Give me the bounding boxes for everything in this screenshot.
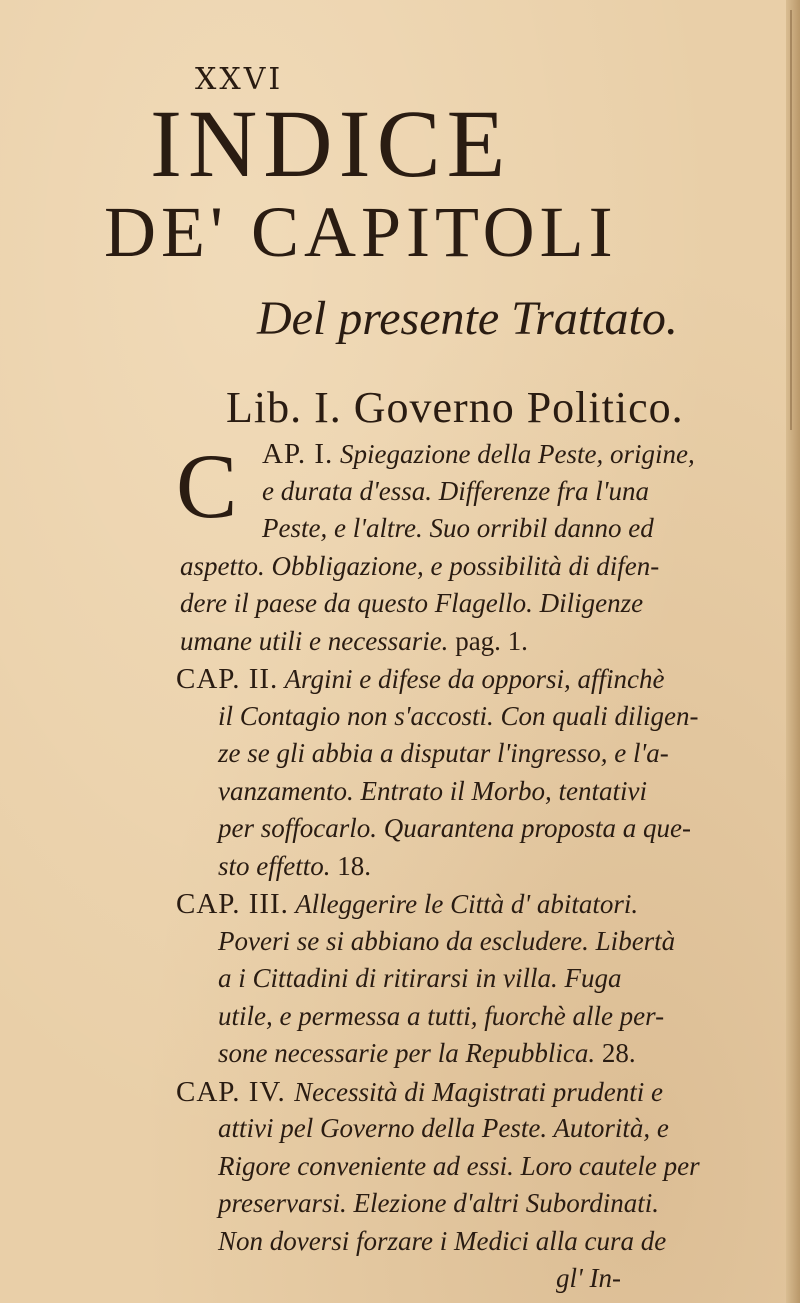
page-edge-line xyxy=(790,10,792,430)
chapter-line: ze se gli abbia a disputar l'ingresso, e l'a- xyxy=(218,738,669,768)
chapter-text: sone necessarie per la Repubblica. xyxy=(218,1038,596,1068)
chapter-line: per soffocarlo. Quarantena proposta a que- xyxy=(218,813,691,843)
chapter-label: CAP. III. xyxy=(176,888,289,920)
chapter-line xyxy=(218,1225,667,1256)
page-reference: 28. xyxy=(601,1038,636,1068)
chapter-line xyxy=(218,850,371,881)
chapter-text: attivi pel Governo della Peste. Autorità, e xyxy=(218,1113,669,1143)
chapter-text: preservarsi. Elezione d'altri Subordinati. xyxy=(218,1188,660,1218)
chapter-line: vanzamento. Entrato il Morbo, tentativi xyxy=(218,775,647,806)
chapter-label: AP. I. xyxy=(262,438,334,470)
chapter-text: Alleggerire le Città d' abitatori. xyxy=(295,889,639,919)
chapter-line xyxy=(176,1075,664,1108)
chapter-line: aspetto. Obbligazione, e possibilità di difen- xyxy=(180,550,660,581)
drop-cap-letter: C xyxy=(176,435,238,537)
page-reference: pag. 1. xyxy=(455,625,528,656)
chapter-text: sto effetto. xyxy=(218,850,331,881)
page-edge xyxy=(786,0,800,1303)
chapter-line xyxy=(218,1115,669,1142)
chapters-subtitle: DE' CAPITOLI xyxy=(104,192,618,272)
chapter-text: Necessità di Magistrati prudenti e xyxy=(294,1076,664,1107)
chapter-line xyxy=(218,1040,636,1067)
chapter-line xyxy=(176,890,638,919)
treatise-title: Del presente Trattato. xyxy=(257,292,678,345)
chapter-line xyxy=(218,1190,659,1217)
chapter-line: a i Cittadini di ritirarsi in villa. Fuga xyxy=(218,963,622,993)
chapter-line: il Contagio non s'accosti. Con quali diligen- xyxy=(218,700,699,731)
chapter-text: Non doversi forzare i Medici alla cura de xyxy=(218,1225,667,1256)
page-reference: 18. xyxy=(337,850,371,881)
chapter-line: Peste, e l'altre. Suo orribil danno ed xyxy=(262,513,654,543)
chapter-line xyxy=(180,625,528,656)
chapter-text: Rigore conveniente ad essi. Loro cautele per xyxy=(218,1150,700,1181)
chapter-text: umane utili e necessarie. xyxy=(180,625,449,656)
book-heading: Lib. I. Governo Politico. xyxy=(226,383,684,432)
chapter-text: Spiegazione della Peste, origine, xyxy=(340,439,695,469)
chapter-label: CAP. IV. xyxy=(176,1075,295,1108)
chapter-line xyxy=(176,665,664,694)
chapter-label: CAP. II. xyxy=(176,663,279,695)
chapter-line: e durata d'essa. Differenze fra l'una xyxy=(262,475,650,506)
index-title: INDICE xyxy=(150,90,512,197)
chapter-line: dere il paese da questo Flagello. Diligenze xyxy=(180,588,644,618)
chapter-line: utile, e permessa a tutti, fuorchè alle per- xyxy=(218,1000,665,1031)
chapter-line: Poveri se si abbiano da escludere. Libertà xyxy=(218,925,676,956)
page-number: XXVI xyxy=(195,62,284,97)
catchword: gl' In- xyxy=(556,1263,622,1293)
chapter-line xyxy=(262,440,695,469)
chapter-text: Argini e difese da opporsi, affinchè xyxy=(284,664,665,694)
chapter-line xyxy=(218,1150,700,1181)
